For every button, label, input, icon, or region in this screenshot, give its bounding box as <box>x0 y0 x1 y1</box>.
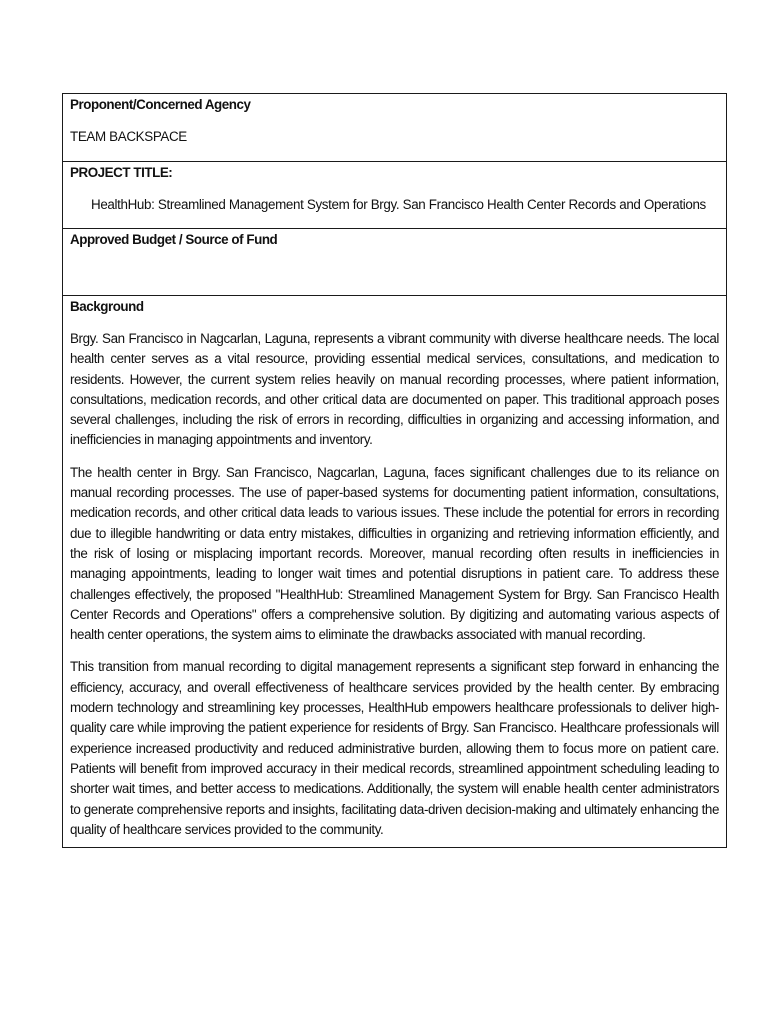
agency-label: Proponent/Concerned Agency <box>70 97 251 112</box>
agency-row <box>63 94 726 162</box>
project-title-row <box>63 162 726 229</box>
budget-label: Approved Budget / Source of Fund <box>70 232 278 247</box>
background-label: Background <box>70 299 144 314</box>
project-title-label: PROJECT TITLE: <box>70 165 173 180</box>
background-paragraph-3: This transition from manual recording to digital management represents a significant step forward in enhancing the efficiency, accuracy, and overall effectiveness of healthcare services provided by the health center. By embracing modern technology and streamlining key processes, HealthHub empowers healthcare professionals to deliver high-quality care while improving the patient experience for residents of Brgy. San Francisco. Healthcare professionals will experience increased productivity and reduced administrative burden, allowing them to focus more on patient care. Patients will benefit from improved accuracy in their medical records, streamlined appointment scheduling leading to shorter wait times, and better access to medications. Additionally, the system will enable health center administrators to generate comprehensive reports and insights, facilitating data-driven decision-making and ultimately enhancing the quality of healthcare services provided to the community. <box>70 659 719 837</box>
background-paragraph-2: The health center in Brgy. San Francisco, Nagcarlan, Laguna, faces significant challenges due to its reliance on manual recording processes. The use of paper-based systems for documenting patient information, consultations, medication records, and other critical data leads to various issues. These include the potential for errors in recording due to illegible handwriting or data entry mistakes, difficulties in organizing and retrieving information efficiently, and the risk of losing or misplacing important records. Moreover, manual recording often results in inefficiencies in managing appointments, leading to longer wait times and potential disruptions in patient care. To address these challenges effectively, the proposed "HealthHub: Streamlined Management System for Brgy. San Francisco Health Center Records and Operations" offers a comprehensive solution. By digitizing and automating various aspects of health center operations, the system aims to eliminate the drawbacks associated with manual recording. <box>70 464 719 643</box>
budget-row <box>63 229 726 296</box>
background-row <box>63 296 726 847</box>
background-paragraph-1: Brgy. San Francisco in Nagcarlan, Laguna, represents a vibrant community with diverse healthcare needs. The local health center serves as a vital resource, providing essential medical services, consultations, and medication to residents. However, the current system relies heavily on manual recording processes, where patient information, consultations, medication records, and other critical data are documented on paper. This traditional approach poses several challenges, including the risk of errors in recording, difficulties in organizing and accessing information, and inefficiencies in managing appointments and inventory. <box>70 331 719 448</box>
proposal-form-table <box>62 93 727 848</box>
agency-value: TEAM BACKSPACE <box>70 129 187 144</box>
project-title-value: HealthHub: Streamlined Management System for Brgy. San Francisco Health Center Records and Operations <box>91 197 706 212</box>
